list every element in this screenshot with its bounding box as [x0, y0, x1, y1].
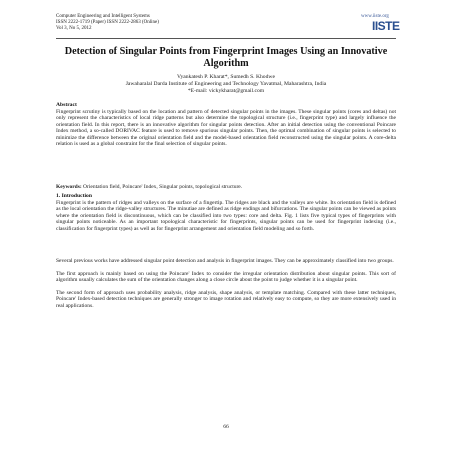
logo-text: IISTE	[372, 19, 400, 33]
intro-paragraph-1: Fingerprint is the pattern of ridges and valleys on the surface of a fingertip. The ridges are black and the valleys are white. Its orientation field is defined as the local orientation the ridge-valley structures. The minutiae are defined as ridge endings and bifurcations. The singular points can be viewed as points where the orientation field is discontinuous, which can be classified into two types: core and delta. Fig. 1 lists five typical types of fingerprints with singular points noticeable. As an important topological characteristic for fingerprints, singular points can be used for fingerprint indexing (i.e., classification for fingerprint types) as well as for fingerprint arrangement and orientation field modeling and so forth.	[56, 200, 396, 232]
paper-authors: Vyankatesh P. Kharat*, Sumedh S. Khodwe	[177, 74, 275, 80]
intro-paragraph-3: The first approach is mainly based on using the Poincare' Index to consider the irregular orientation distribution about singular points. This sort of algorithm usually calculates the sum of the orientation changes along a close circle about the point to judge whether it is a singular point.	[56, 271, 396, 284]
paper-title: Detection of Singular Points from Fingerprint Images Using an Innovative Algorithm	[64, 46, 388, 69]
abstract-heading: Abstract	[56, 102, 77, 108]
page-number: 66	[223, 424, 229, 430]
keywords	[56, 184, 396, 190]
keywords-label: Keywords:	[56, 184, 82, 190]
journal-name: Computer Engineering and Intelligent Systems	[56, 14, 150, 19]
journal-volume: Vol 3, No 5, 2012	[56, 26, 92, 31]
intro-paragraph-2: Several previous works have addressed singular point detection and analysis in fingerprint images. They can be approximately classified into two groups.	[56, 258, 394, 264]
author-email: *E-mail: vickykharat@gmail.com	[187, 88, 265, 94]
iiste-logo-icon	[372, 20, 398, 33]
introduction-heading: 1. Introduction	[56, 193, 92, 199]
journal-header	[56, 14, 159, 32]
paper-affiliation: Jawaharalal Darda Institute of Engineering and Technology Yavatmal, Maharashtra, India	[125, 81, 327, 87]
abstract-text: Fingerprint scrutiny is typically based on the location and pattern of detected singular points in the images. These singular points (cores and deltas) not only represent the characteristics of local ridge patterns but also determine the topological structure (i.e., fingerprint type) and largely influence the orientation field. In this report, there is an innovative algorithm for singular points detection. After an initial detection using the conventional Poincare Index method, a so-called DORIVAC feature is used to remove spurious singular points. Then, the optimal combination of singular points is selected to minimize the difference between the original orientation field and the model-based orientation field reconstructed using the singular points. A core-delta relation is used as a global constraint for the final selection of singular points.	[56, 109, 396, 148]
intro-paragraph-4: The second form of approach uses probability analysis, ridge analysis, shape analysis, or template matching. Compared with these latter techniques, Poincare' Index-based detection techniques are generally stronger to image rotation and relatively easy to compute, so they are more extensively used in real applications.	[56, 290, 396, 309]
keywords-text: Orientation field, Poincare' Index, Singular points, topological structure.	[83, 184, 243, 190]
journal-url[interactable]: www.iiste.org	[361, 14, 389, 19]
header-rule	[56, 38, 396, 39]
journal-issn: ISSN 2222-1719 (Paper) ISSN 2222-2863 (Online)	[56, 20, 159, 25]
